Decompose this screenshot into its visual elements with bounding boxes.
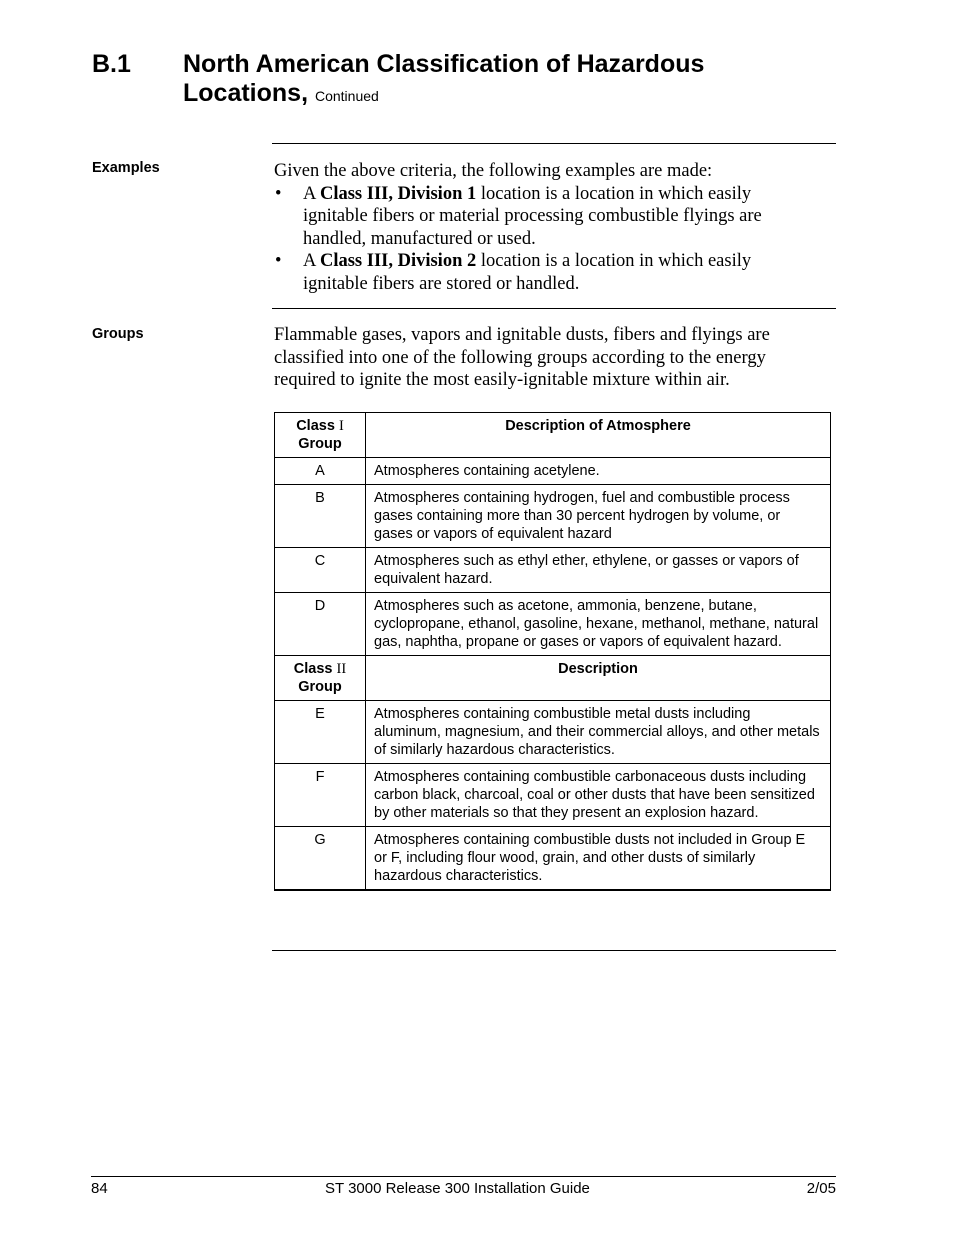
section-title-text: Locations, [183, 79, 309, 107]
hazard-groups-table [274, 412, 831, 891]
section-title-line2 [183, 79, 379, 108]
table-row [275, 485, 831, 548]
divider-top [272, 143, 836, 144]
description-cell: Atmospheres containing combustible dusts not included in Group E or F, including flour wood, grain, and other dusts of similarly hazardous characteristics. [366, 827, 831, 891]
group-cell: C [275, 548, 366, 593]
description-column-header: Description of Atmosphere [366, 413, 831, 458]
table-row [275, 827, 831, 891]
page-number: 84 [91, 1180, 108, 1197]
bullet-icon: • [275, 251, 282, 271]
divider-bottom [272, 950, 836, 951]
examples-label: Examples [92, 160, 160, 176]
document-title: ST 3000 Release 300 Installation Guide [325, 1180, 590, 1197]
continued-label: Continued [314, 88, 379, 104]
examples-list [274, 183, 814, 296]
bullet-icon: • [275, 183, 282, 204]
class-division-term: Class III, Division 1 [319, 183, 477, 204]
group-column-header: Class I Group [275, 413, 366, 458]
group-column-header: Class II Group [275, 656, 366, 701]
group-cell: F [275, 764, 366, 827]
divider-middle [272, 308, 836, 309]
group-cell: A [275, 458, 366, 485]
examples-intro: Given the above criteria, the following examples are made: [274, 161, 713, 181]
description-cell: Atmospheres containing combustible carbonaceous dusts including carbon black, charcoal, coal or other dusts that have been sensitized by other materials so that they present an explosion hazard. [366, 764, 831, 827]
group-cell: D [275, 593, 366, 656]
description-cell: Atmospheres such as ethyl ether, ethylene, or gasses or vapors of equivalent hazard. [366, 548, 831, 593]
table-row [275, 701, 831, 764]
table-row [275, 764, 831, 827]
document-date: 2/05 [806, 1180, 836, 1197]
group-cell: B [275, 485, 366, 548]
section-number: B.1 [92, 50, 131, 78]
table-header-row [275, 413, 831, 458]
group-cell: E [275, 701, 366, 764]
list-item: • A Class III, Division 1 location is a location in which easily ignitable fibers or material processing combustible flyings are handled, manufactured or used. [275, 183, 762, 249]
description-cell: Atmospheres containing hydrogen, fuel and combustible process gases containing more than 30 percent hydrogen by volume, or gases or vapors of equivalent hazard [366, 485, 831, 548]
list-item: • A Class III, Division 2 location is a location in which easily ignitable fibers are stored or handled. [275, 251, 752, 294]
description-cell: Atmospheres such as acetone, ammonia, benzene, butane, cyclopropane, ethanol, gasoline, hexane, methanol, methane, natural gas, naphtha, propane or gases or vapors of equivalent hazard. [366, 593, 831, 656]
group-cell: G [275, 827, 366, 891]
description-cell: Atmospheres containing acetylene. [366, 458, 831, 485]
description-cell: Atmospheres containing combustible metal dusts including aluminum, magnesium, and their commercial alloys, and other metals of similarly hazardous characteristics. [366, 701, 831, 764]
groups-label: Groups [92, 326, 144, 342]
table-row [275, 458, 831, 485]
section-title-line1: North American Classification of Hazardous [183, 50, 705, 78]
table-row [275, 548, 831, 593]
examples-body [274, 160, 814, 295]
groups-intro: Flammable gases, vapors and ignitable dusts, fibers and flyings are classified into one of the following groups according to the energy required to ignite the most easily-ignitable mixture within air. [274, 325, 770, 390]
table-header-row [275, 656, 831, 701]
class-division-term: Class III, Division 2 [319, 251, 477, 271]
footer-divider [91, 1176, 836, 1177]
description-column-header: Description [366, 656, 831, 701]
table-row [275, 593, 831, 656]
